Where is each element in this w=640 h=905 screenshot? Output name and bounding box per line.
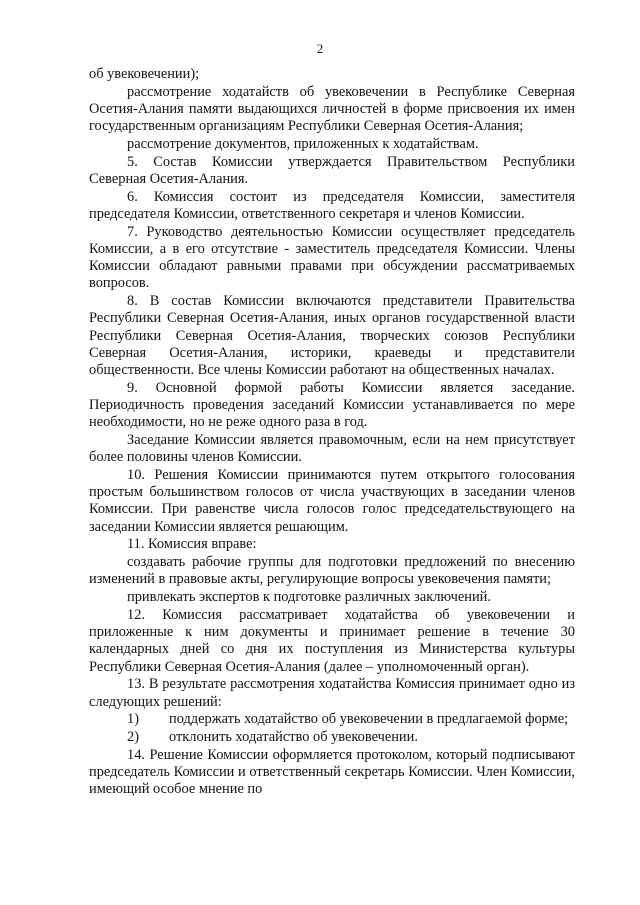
paragraph-clause-13: 13. В результате рассмотрения ходатайства Комиссия принимает одно из следующих решений: — [89, 676, 575, 710]
paragraph-continuation: об увековечении); — [89, 66, 200, 82]
list-item-text: отклонить ходатайство об увековечении. — [169, 729, 418, 746]
paragraph-clause-7: 7. Руководство деятельностью Комиссии осуществляет председатель Комиссии, а в его отсутствие - заместитель председателя Комиссии. Члены Комиссии обладают равными правами при обсуждении рассматриваемых вопросов. — [89, 223, 575, 292]
paragraph-clause-12: 12. Комиссия рассматривает ходатайства об увековечении и приложенные к ним документы и принимает решение в течение 30 календарных дней со дня их поступления из Министерства культуры Республики Северная Осетия-Алания (далее – уполномоченный орган). — [89, 607, 575, 675]
paragraph-clause-9: 9. Основной формой работы Комиссии является заседание. Периодичность проведения заседаний Комиссии устанавливается по мере необходимости, но не реже одного раза в год. — [89, 379, 575, 431]
document-body — [89, 66, 575, 799]
page-number: 2 — [316, 41, 324, 56]
list-item-text: поддержать ходатайство об увековечении в предлагаемой форме; — [169, 711, 569, 728]
paragraph-working-groups: создавать рабочие группы для подготовки предложений по внесению изменений в правовые акты, регулирующие вопросы увековечения памяти; — [89, 554, 575, 588]
paragraph-clause-10: 10. Решения Комиссии принимаются путем открытого голосования простым большинством голосов от числа участвующих в заседании членов Комиссии. При равенстве числа голосов голос председательствующего на заседании Комиссии является решающим. — [89, 467, 575, 535]
paragraph-clause-5: 5. Состав Комиссии утверждается Правительством Республики Северная Осетия-Алания. — [89, 153, 575, 187]
paragraph-experts: привлекать экспертов к подготовке различных заключений. — [127, 589, 491, 606]
paragraph-petitions-review: рассмотрение ходатайств об увековечении в Республике Северная Осетия-Алания памяти выдающихся личностей в форме присвоения их имен государственным организациям Республики Северная Осетия-Алания; — [89, 83, 575, 135]
paragraph-quorum: Заседание Комиссии является правомочным, если на нем присутствует более половины членов Комиссии. — [89, 432, 575, 466]
paragraph-clause-8: 8. В состав Комиссии включаются представители Правительства Республики Северная Осетия-Алания, иных органов государственной власти Республики Северная Осетия-Алания, творческих союзов Республики Северная Осетия-Алания, историки, краеведы и представители общественности. Все члены Комиссии работают на общественных началах. — [89, 293, 575, 379]
paragraph-clause-14: 14. Решение Комиссии оформляется протоколом, который подписывают председатель Комиссии и ответственный секретарь Комиссии. Член Комиссии, имеющий особое мнение по — [89, 747, 575, 798]
paragraph-documents-review: рассмотрение документов, приложенных к ходатайствам. — [127, 136, 479, 152]
list-item-decision-2 — [89, 729, 575, 746]
list-item-number: 1) — [127, 711, 139, 728]
list-item-decision-1 — [89, 711, 575, 728]
list-item-number: 2) — [127, 729, 139, 746]
paragraph-clause-6: 6. Комиссия состоит из председателя Комиссии, заместителя председателя Комиссии, ответственного секретаря и членов Комиссии. — [89, 188, 575, 222]
paragraph-clause-11: 11. Комиссия вправе: — [127, 536, 257, 553]
